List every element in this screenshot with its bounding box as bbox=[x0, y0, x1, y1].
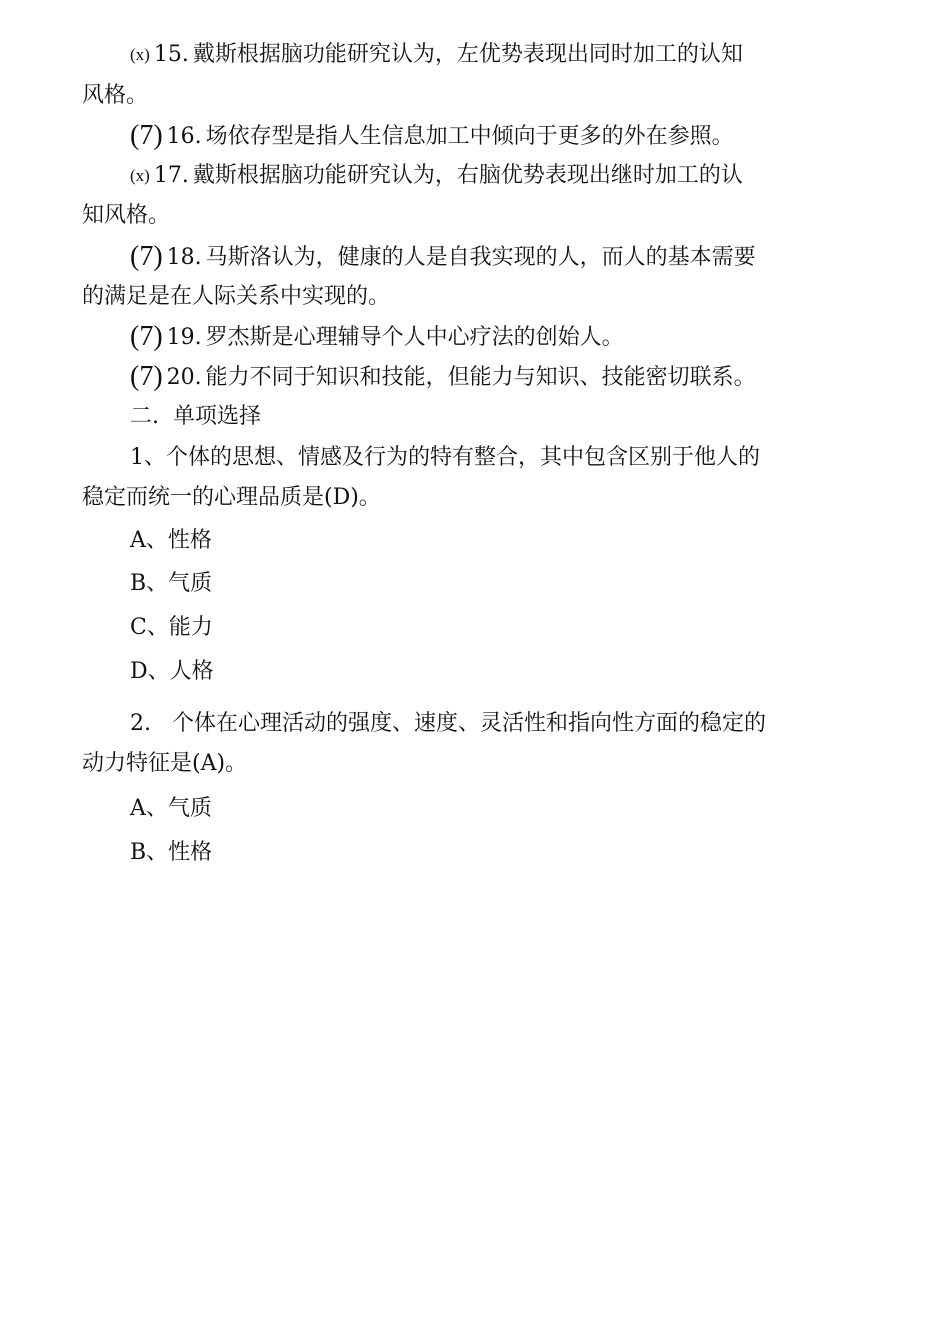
judgment-item-15-continuation: 风格。 bbox=[82, 83, 149, 108]
answer-mark-correct: (7) bbox=[130, 361, 163, 392]
item-number: 15. bbox=[153, 42, 189, 67]
judgment-item-16 bbox=[130, 116, 872, 157]
judgment-item-18-continuation: 的满足是在人际关系中实现的。 bbox=[82, 284, 391, 309]
judgment-item-19 bbox=[130, 317, 872, 358]
item-text: 场依存型是指人生信息加工中倾向于更多的外在参照。 bbox=[205, 124, 734, 149]
item-number: 19. bbox=[166, 325, 202, 350]
question-1-option-d: D、人格 bbox=[130, 659, 214, 684]
question-2-stem-continuation: 动力特征是(A)。 bbox=[82, 751, 248, 776]
item-text: 戴斯根据脑功能研究认为，右脑优势表现出继时加工的认 bbox=[192, 163, 743, 188]
judgment-item-17-continuation: 知风格。 bbox=[82, 203, 171, 228]
item-number: 20. bbox=[166, 365, 202, 390]
answer-mark-correct: (7) bbox=[130, 241, 163, 272]
judgment-item-20 bbox=[130, 357, 872, 398]
judgment-item-15 bbox=[130, 35, 872, 75]
question-1-option-b: B、气质 bbox=[130, 571, 213, 596]
question-1-option-a: A、性格 bbox=[130, 528, 212, 553]
judgment-item-18 bbox=[130, 237, 872, 278]
item-text: 能力不同于知识和技能，但能力与知识、技能密切联系。 bbox=[205, 365, 756, 390]
answer-mark-wrong: (x) bbox=[130, 166, 150, 185]
item-number: 16. bbox=[166, 124, 202, 149]
item-text: 马斯洛认为，健康的人是自我实现的人，而人的基本需要 bbox=[205, 245, 756, 270]
item-text: 戴斯根据脑功能研究认为，左优势表现出同时加工的认知 bbox=[192, 42, 743, 67]
item-number: 17. bbox=[153, 163, 189, 188]
question-2-stem: 2. 个体在心理活动的强度、速度、灵活性和指向性方面的稳定的 bbox=[130, 711, 766, 736]
question-2-option-a: A、气质 bbox=[130, 796, 212, 821]
question-2-option-b: B、性格 bbox=[130, 840, 213, 865]
answer-mark-wrong: (x) bbox=[130, 45, 150, 64]
item-text: 罗杰斯是心理辅导个人中心疗法的创始人。 bbox=[205, 325, 624, 350]
item-number: 18. bbox=[166, 245, 202, 270]
question-1-option-c: C、能力 bbox=[130, 615, 213, 640]
section-heading: 二. 单项选择 bbox=[130, 404, 261, 429]
answer-mark-correct: (7) bbox=[130, 321, 163, 352]
answer-mark-correct: (7) bbox=[130, 120, 163, 151]
question-1-stem: 1、个体的思想、情感及行为的特有整合，其中包含区别于他人的 bbox=[130, 445, 760, 470]
judgment-item-17 bbox=[130, 156, 872, 196]
question-1-stem-continuation: 稳定而统一的心理品质是(D)。 bbox=[82, 485, 381, 510]
